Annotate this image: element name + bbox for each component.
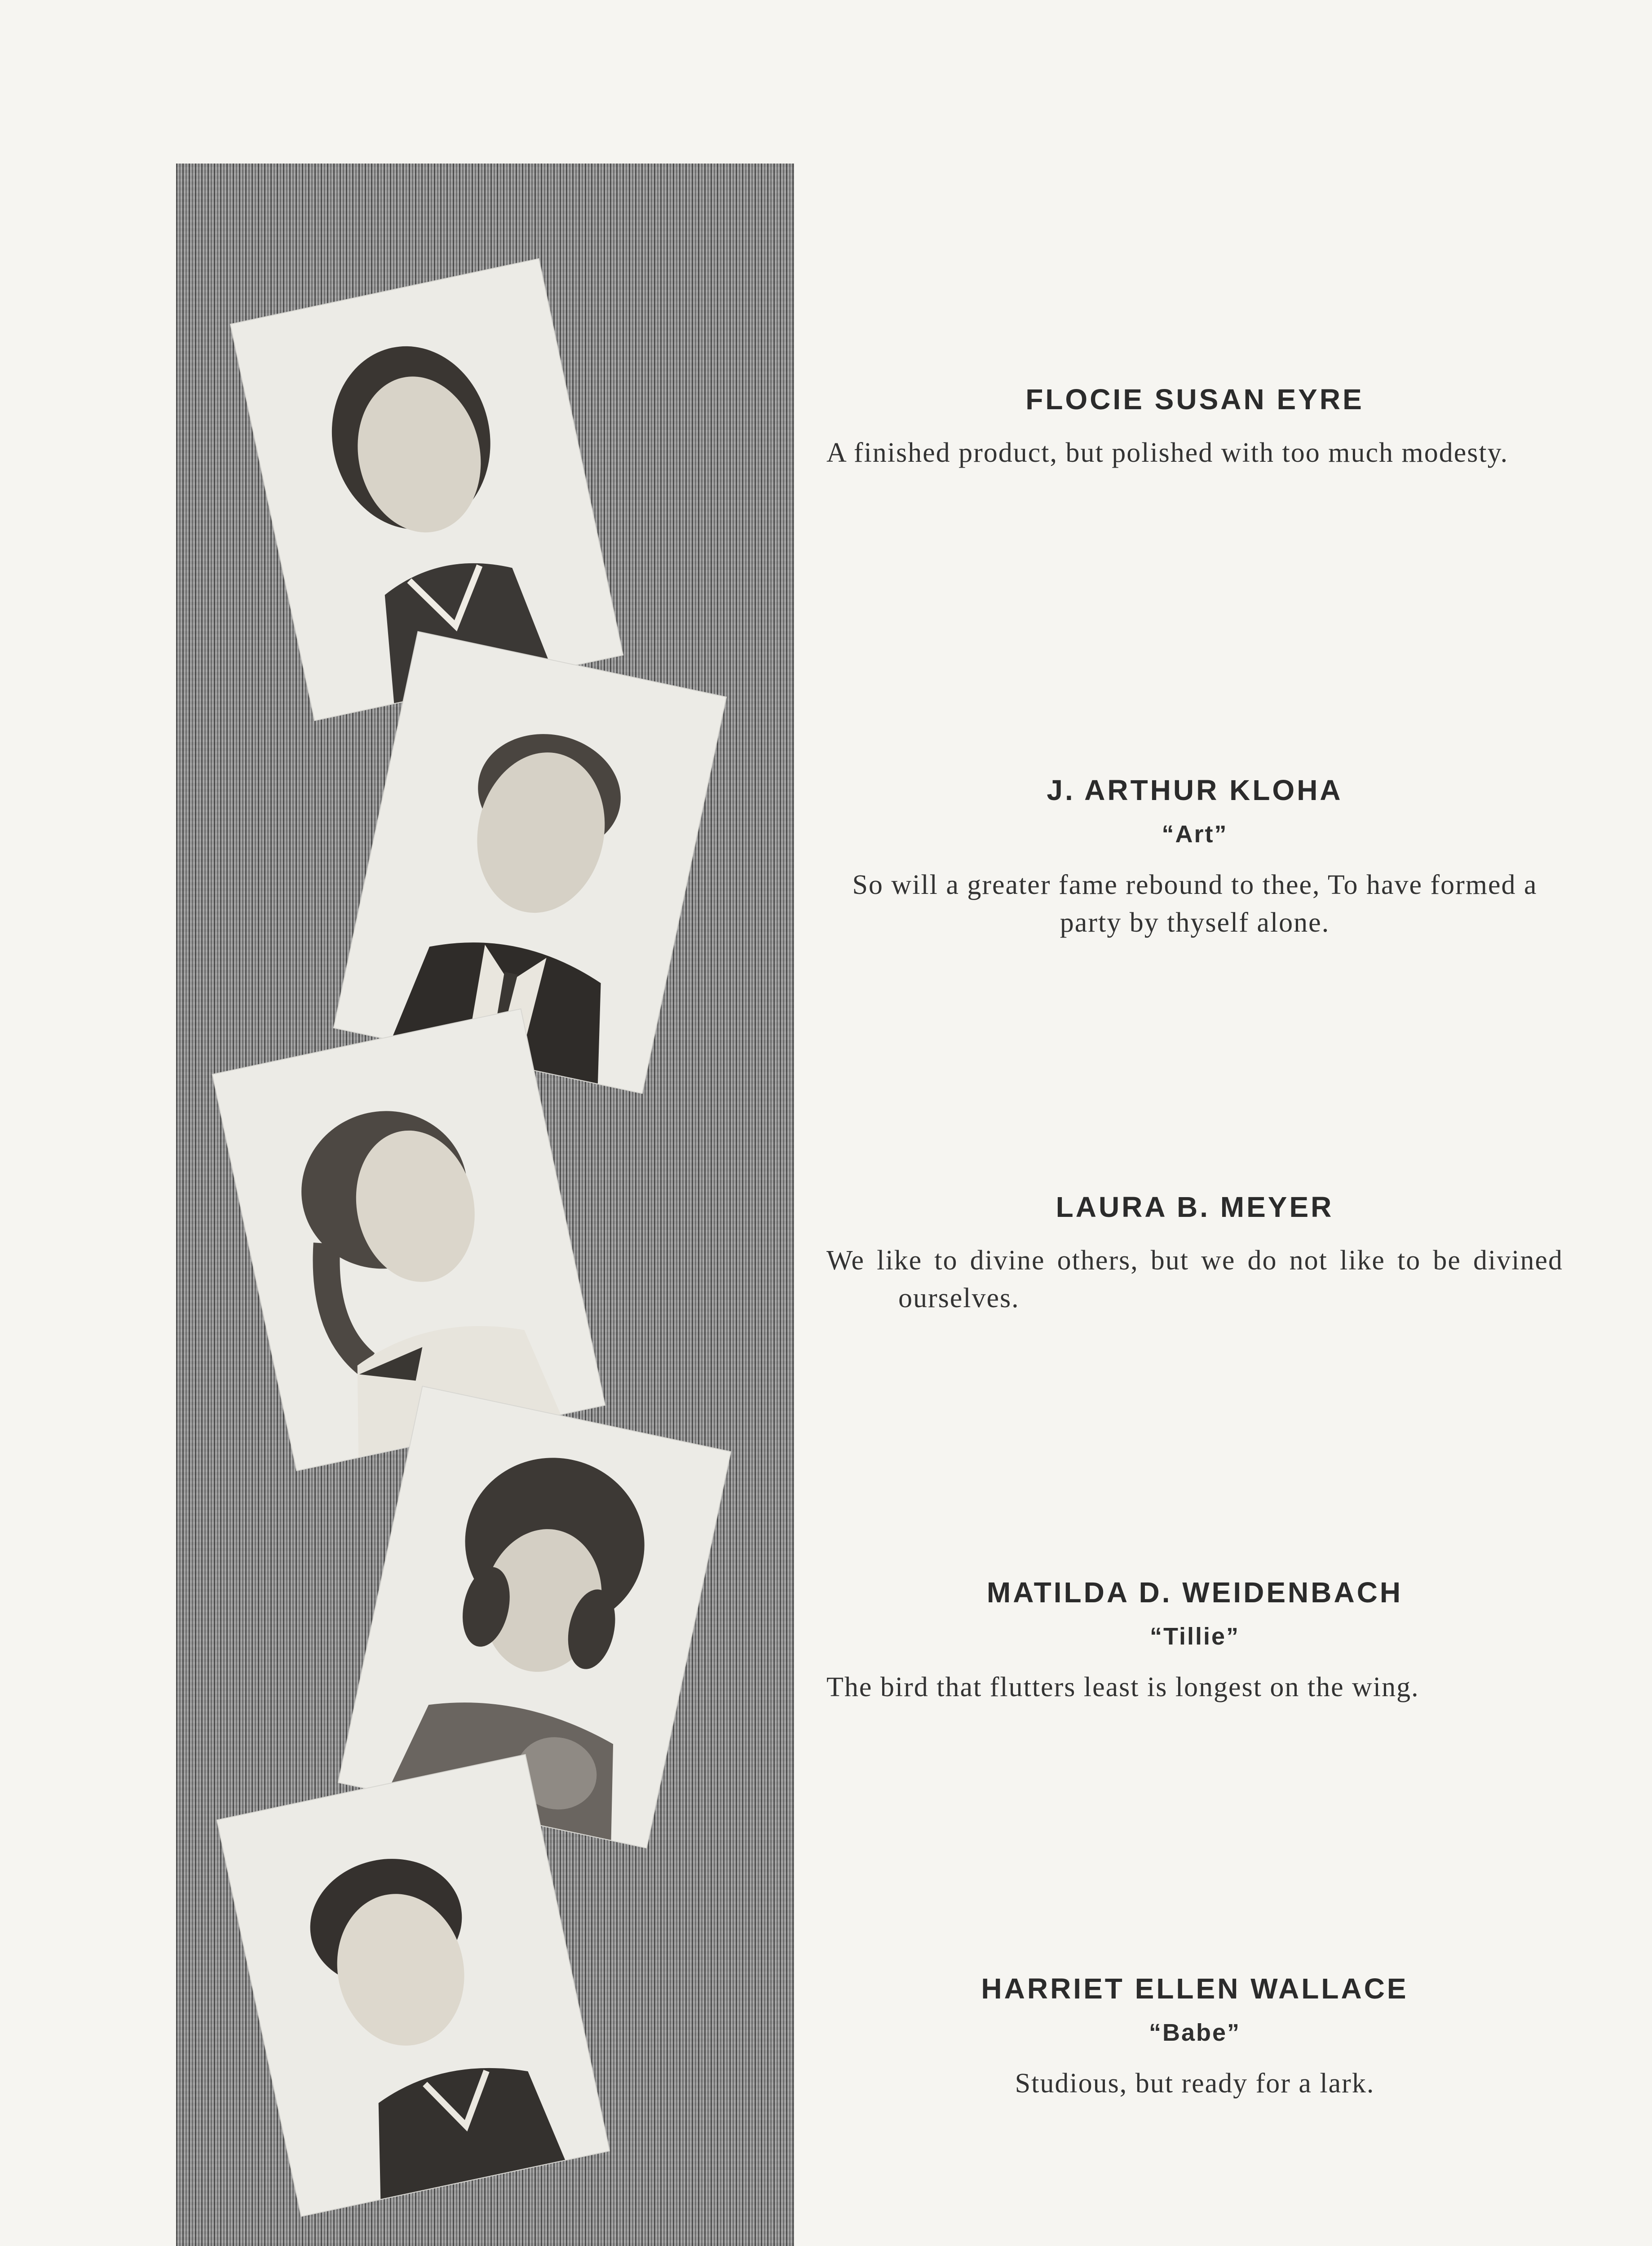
student-name: MATILDA D. WEIDENBACH bbox=[986, 1576, 1403, 1609]
entry-laura-meyer bbox=[826, 1190, 1563, 1317]
student-name: HARRIET ELLEN WALLACE bbox=[981, 1972, 1409, 2005]
entry-matilda-weidenbach bbox=[826, 1576, 1563, 1706]
student-name: FLOCIE SUSAN EYRE bbox=[1025, 383, 1364, 416]
student-motto: Studious, but ready for a lark. bbox=[1015, 2068, 1375, 2099]
student-motto: The bird that flutters least is longest on the wing. bbox=[826, 1672, 1419, 1702]
entry-harriet-wallace bbox=[826, 1972, 1563, 2102]
entry-arthur-kloha bbox=[826, 774, 1563, 942]
student-motto: A finished product, but polished with too much modesty. bbox=[826, 438, 1509, 468]
student-motto: We like to divine others, but we do not like to be divined ourselves. bbox=[826, 1245, 1563, 1313]
student-nickname: “Art” bbox=[1162, 821, 1228, 848]
student-nickname: “Tillie” bbox=[1149, 1623, 1240, 1650]
student-nickname: “Babe” bbox=[1148, 2019, 1241, 2046]
student-name: J. ARTHUR KLOHA bbox=[1047, 774, 1343, 806]
student-name: LAURA B. MEYER bbox=[1056, 1191, 1334, 1223]
entry-flocie-eyre bbox=[826, 383, 1563, 472]
student-motto: So will a greater fame rebound to thee, To have formed a party by thyself alone. bbox=[852, 870, 1537, 938]
